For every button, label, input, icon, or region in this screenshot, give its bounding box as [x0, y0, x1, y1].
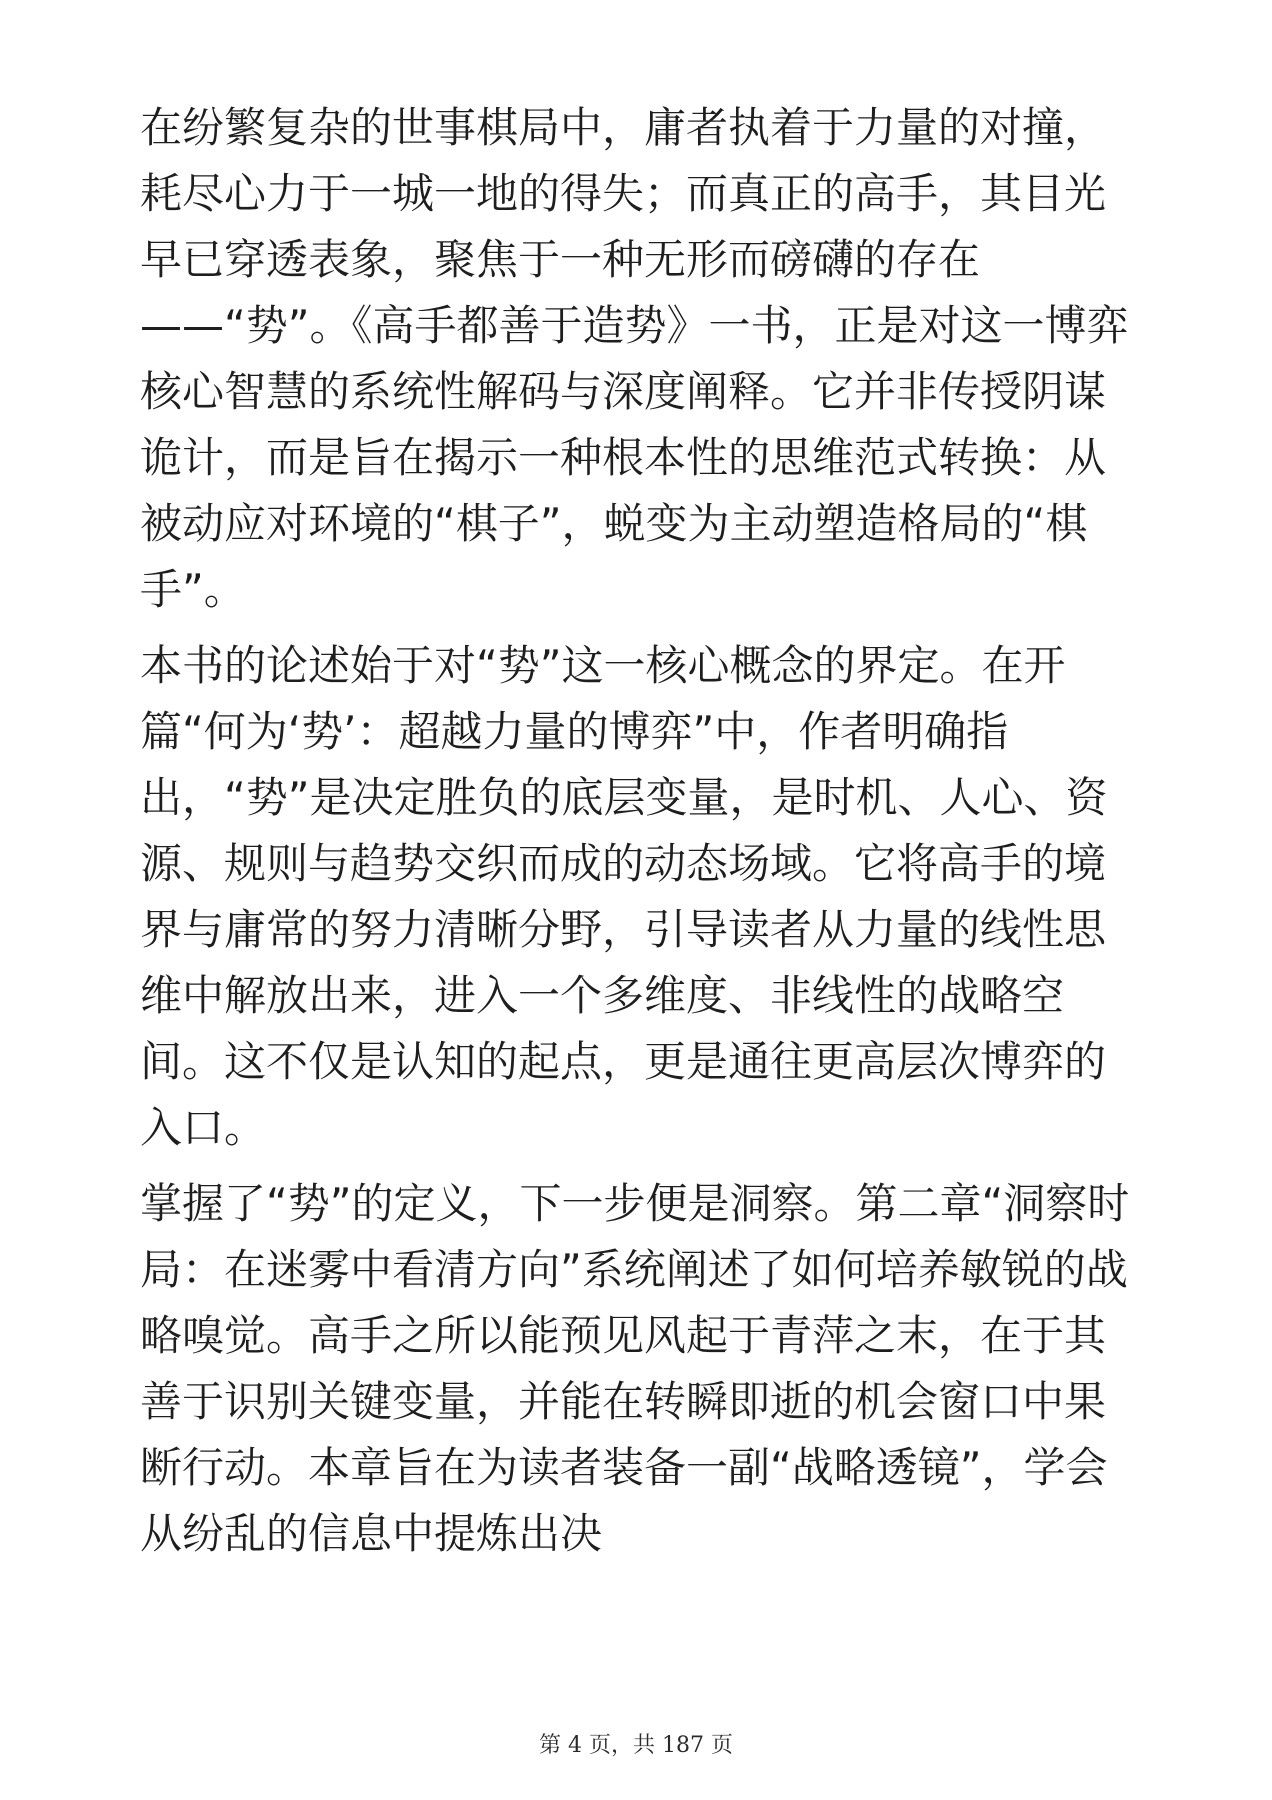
body-text [140, 95, 1140, 1577]
paragraph-3: 掌握了“势”的定义，下一步便是洞察。第二章“洞察时局：在迷雾中看清方向”系统阐述了如何培养敏锐的战略嗅觉。高手之所以能预见风起于青萍之末，在于其善于识别关键变量，并能在转瞬即逝的机会窗口中果断行动。本章旨在为读者装备一副“战略透镜”，学会从纷乱的信息中提炼出决 [140, 1179, 1130, 1558]
page-number-footer: 第 4 页，共 187 页 [539, 1733, 733, 1758]
paragraph-1: 在纷繁复杂的世事棋局中，庸者执着于力量的对撞，耗尽心力于一城一地的得失；而真正的高手，其目光早已穿透表象，聚焦于一种无形而磅礴的存在——“势”。《高手都善于造势》一书，正是对这一博弈核心智慧的系统性解码与深度阐释。它并非传授阴谋诡计，而是旨在揭示一种根本性的思维范式转换：从被动应对环境的“棋子”，蜕变为主动塑造格局的“棋手”。 [140, 103, 1129, 614]
paragraph-2: 本书的论述始于对“势”这一核心概念的界定。在开篇“何为‘势’：超越力量的博弈”中，作者明确指出，“势”是决定胜负的底层变量，是时机、人心、资源、规则与趋势交织而成的动态场域。它将高手的境界与庸常的努力清晰分野，引导读者从力量的线性思维中解放出来，进入一个多维度、非线性的战略空间。这不仅是认知的起点，更是通往更高层次博弈的入口。 [140, 641, 1108, 1152]
